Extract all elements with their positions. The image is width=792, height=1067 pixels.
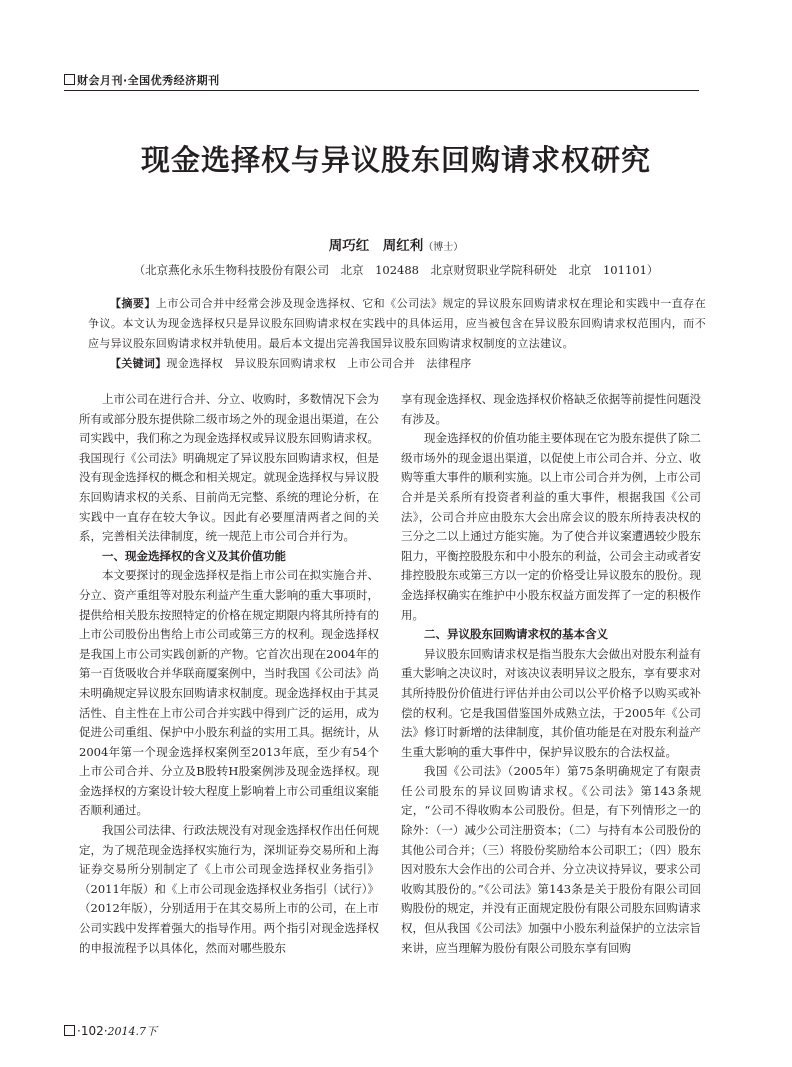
- section-heading: 二、异议股东回购请求权的基本含义: [424, 627, 608, 642]
- page-footer: [64, 1023, 157, 1039]
- body-left-column: [79, 390, 379, 958]
- body-paragraph: 我国《公司法》（2005年）第75条明确规定了有限责任公司股东的异议回购请求权。《公司法》第143条规定，“公司不得收购本公司股份。但是，有下列情形之一的除外：（一）减少公司注册资本；（二）与持有本公司股份的其他公司合并；（三）将股份奖励给本公司职工；（四）股东因对股东大会作出的公司合并、分立决议持异议，要求公司收购其股份的。”《公司法》第143条是关于股份有限公司回购股份的规定，并没有正面规定股份有限公司股东回购请求权，但从我国《公司法》加强中小股东利益保护的立法宗旨来讲，应当理解为股份有限公司股东享有回购: [401, 764, 701, 955]
- keywords-text: 现金选择权 异议股东回购请求权 上市公司合并 法律程序: [166, 357, 472, 370]
- square-icon: [64, 74, 75, 85]
- author-affiliation: （北京燕化永乐生物科技股份有限公司 北京 102488 北京财贸职业学院科研处 北京 101101）: [133, 263, 659, 277]
- page-number: ·102·: [77, 1024, 108, 1038]
- abstract-label: 【摘要】: [110, 297, 156, 310]
- author-line: [0, 234, 792, 254]
- author-names: 周巧红 周红利: [328, 238, 424, 254]
- section-heading: 一、现金选择权的含义及其价值功能: [102, 548, 286, 563]
- body-paragraph: 上市公司在进行合并、分立、收购时，多数情况下会为所有或部分股东提供除二级市场之外的现金退出渠道，在公司实践中，我们称之为现金选择权或异议股东回购请求权。我国现行《公司法》明确规定了异议股东回购请求权，但是没有现金选择权的概念和相关规定。就现金选择权与异议股东回购请求权的关系、目前尚无完整、系统的理论分析，在实践中一直存在较大争议。因此有必要厘清两者之间的关系，完善相关法律制度，统一规范上市公司合并行为。: [79, 392, 379, 544]
- square-icon: [64, 1025, 75, 1036]
- author-degree: （博士）: [423, 242, 464, 253]
- body-paragraph: 本文要探讨的现金选择权是指上市公司在拟实施合并、分立、资产重组等对股东利益产生重大影响的重大事项时，提供给相关股东按照特定的价格在规定期限内将其所持有的上市公司股份出售给上市公司或第三方的权利。现金选择权是我国上市公司实践创新的产物。它首次出现在2004年的第一百货吸收合并华联商厦案例中，当时我国《公司法》尚未明确规定异议股东回购请求权制度。现金选择权由于其灵活性、自主性在上市公司合并实践中得到广泛的运用，成为促进公司重组、保护中小股东利益的实用工具。据统计，从2004年第一个现金选择权案例至2013年底，至少有54个上市公司合并、分立及B股转H股案例涉及现金选择权。现金选择权的方案设计较大程度上影响着上市公司重组议案能否顺利通过。: [79, 568, 379, 818]
- abstract-paragraph: [88, 294, 706, 354]
- body-right-column: [401, 390, 701, 958]
- body-paragraph: 我国公司法律、行政法规没有对现金选择权作出任何规定，为了规范现金选择权实施行为，深圳证券交易所和上海证券交易所分别制定了《上市公司现金选择权业务指引》（2011年版）和《上市公司现金选择权业务指引（试行）》（2012年版），分别适用于在其交易所上市的公司，在上市公司实践中发挥着强大的指导作用。两个指引对现金选择权的申报流程予以具体化，然而对哪些股东: [79, 823, 379, 955]
- body-paragraph: 异议股东回购请求权是指当股东大会做出对股东利益有重大影响之决议时，对该决议表明异议之股东，享有要求对其所持股份价值进行评估并由公司以公平价格予以购买或补偿的权利。它是我国借鉴国外成熟立法，于2005年《公司法》修订时新增的法律制度，其价值功能是在对股东利益产生重大影响的重大事件中，保护异议股东的合法权益。: [401, 646, 701, 759]
- issue-date: 2014.7下: [107, 1025, 158, 1038]
- abstract-block: [88, 294, 706, 374]
- body-paragraph: 现金选择权的价值功能主要体现在它为股东提供了除二级市场外的现金退出渠道，以促使上市公司合并、分立、收购等重大事件的顺利实施。以上市公司合并为例，上市公司合并是关系所有投资者利益的重大事件，根据我国《公司法》，公司合并应由股东大会出席会议的股东所持表决权的三分之二以上通过方能实施。为了使合并议案遭遇较少股东阻力，平衡控股股东和中小股东的利益，公司会主动或者安排控股股东或第三方以一定的价格受让异议股东的股份。现金选择权确实在维护中小股东权益方面发挥了一定的积极作用。: [401, 431, 701, 622]
- journal-name: 财会月刊·全国优秀经济期刊: [77, 74, 220, 87]
- journal-header: [64, 72, 220, 88]
- article-title: 现金选择权与异议股东回购请求权研究: [140, 143, 651, 177]
- keywords-label: 【关键词】: [110, 357, 167, 370]
- header-divider: [64, 90, 699, 91]
- abstract-text: 上市公司合并中经常会涉及现金选择权、它和《公司法》规定的异议股东回购请求权在理论和实践中一直存在争议。本文认为现金选择权只是异议股东回购请求权在实践中的具体运用，应当被包含在异议股东回购请求权范围内，而不应与异议股东回购请求权并轨使用。最后本文提出完善我国异议股东回购请求权制度的立法建议。: [88, 297, 706, 350]
- keywords-paragraph: [88, 354, 706, 374]
- body-paragraph: 享有现金选择权、现金选择权价格缺乏依据等前提性问题没有涉及。: [401, 392, 701, 426]
